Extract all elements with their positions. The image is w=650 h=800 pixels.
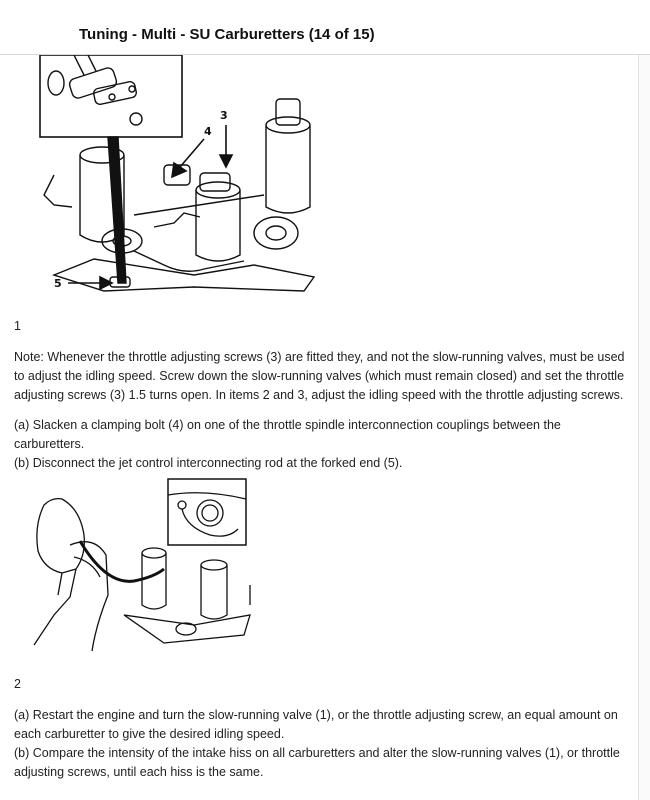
callout-3: 3 <box>220 109 228 122</box>
scrollbar[interactable] <box>638 55 650 800</box>
listening-tube-diagram-2 <box>14 465 254 655</box>
note-paragraph <box>14 348 634 405</box>
step-1b-text: (b) Disconnect the jet control interconnecting rod at the forked end (5). <box>14 456 403 470</box>
step-2a-text: (a) Restart the engine and turn the slow-running valve (1), or the throttle adjusting screw, an equal amount on each carburetter to give the desired idling speed. <box>14 708 618 741</box>
carburetter-diagram-1 <box>14 55 329 295</box>
step-2-instructions <box>14 706 634 782</box>
callout-4: 4 <box>204 125 212 138</box>
header-bar <box>0 0 650 55</box>
step-2b-text: (b) Compare the intensity of the intake hiss on all carburetters and alter the slow-running valves (1), or throttle adjusting screws, until each hiss is the same. <box>14 746 620 779</box>
content-area <box>0 55 636 800</box>
page-title: Tuning - Multi - SU Carburetters (14 of 15) <box>79 26 375 43</box>
item-number-2: 2 <box>14 677 21 691</box>
item-number-1: 1 <box>14 319 21 333</box>
step-1a-text: (a) Slacken a clamping bolt (4) on one of the throttle spindle interconnection couplings between the carburetters. <box>14 418 561 451</box>
callout-5: 5 <box>54 277 62 290</box>
note-text: Note: Whenever the throttle adjusting screws (3) are fitted they, and not the slow-running valves, must be used to adjust the idling speed. Screw down the slow-running valves (which must remain closed) and set the throttle adjusting screws (3) 1.5 turns open. In items 2 and 3, adjust the idling speed with the throttle adjusting screws. <box>14 350 625 402</box>
